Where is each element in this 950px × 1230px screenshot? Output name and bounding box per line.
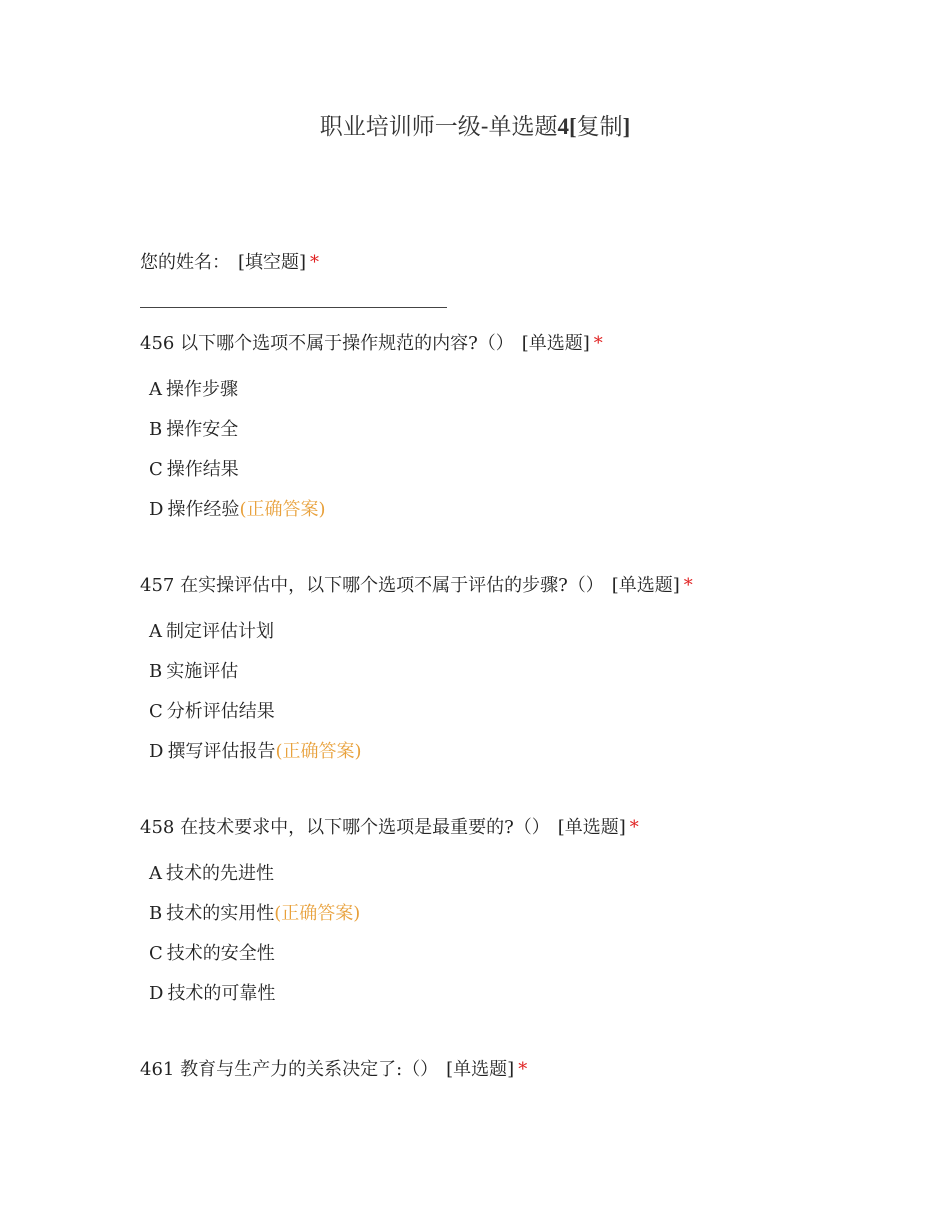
option-text: 技术的实用性: [166, 903, 275, 924]
required-mark: *: [629, 817, 639, 838]
option-letter: B: [149, 903, 163, 924]
option-text: 制定评估计划: [166, 621, 274, 642]
option-letter: C: [149, 943, 163, 964]
option-c[interactable]: [149, 458, 239, 482]
name-input-line[interactable]: [140, 307, 447, 308]
question-text: 458 在技术要求中，以下哪个选项是最重要的?（）: [140, 817, 550, 838]
correct-answer-tag: (正确答案): [239, 499, 326, 520]
option-text: 操作经验: [167, 499, 240, 520]
option-c[interactable]: [149, 942, 275, 966]
option-letter: C: [149, 459, 163, 480]
correct-answer-tag: (正确答案): [275, 741, 362, 762]
required-mark: *: [683, 575, 693, 596]
option-text: 技术的先进性: [166, 863, 274, 884]
option-a[interactable]: [149, 620, 274, 644]
option-letter: A: [149, 621, 162, 642]
question-type: [单选题]: [521, 333, 590, 354]
question-type: [单选题]: [446, 1059, 515, 1080]
name-label-text: 您的姓名：: [140, 252, 230, 273]
question-type: [单选题]: [557, 817, 626, 838]
correct-answer-tag: (正确答案): [274, 903, 361, 924]
title-bracket: ]: [622, 114, 631, 139]
option-text: 技术的可靠性: [167, 983, 276, 1004]
option-b[interactable]: [149, 902, 360, 926]
question-text: 457 在实操评估中，以下哪个选项不属于评估的步骤?（）: [140, 575, 604, 596]
option-text: 实施评估: [166, 661, 239, 682]
option-text: 撰写评估报告: [167, 741, 276, 762]
option-letter: A: [149, 863, 162, 884]
option-a[interactable]: [149, 378, 238, 402]
question-text: 461 教育与生产力的关系决定了:（）: [140, 1059, 439, 1080]
required-mark: *: [310, 252, 320, 273]
page-title: [0, 112, 950, 142]
question-title: [140, 574, 693, 598]
option-a[interactable]: [149, 862, 274, 886]
question-type: [单选题]: [611, 575, 680, 596]
question-title: [140, 816, 639, 840]
title-main: 职业培训师一级-单选题: [319, 114, 558, 140]
option-letter: D: [149, 741, 164, 762]
name-field-label: [140, 251, 319, 275]
option-b[interactable]: [149, 418, 238, 442]
option-letter: D: [149, 499, 164, 520]
option-text: 技术的安全性: [166, 943, 275, 964]
option-text: 操作安全: [166, 419, 239, 440]
question-title: [140, 332, 603, 356]
option-d[interactable]: [149, 740, 361, 764]
option-text: 分析评估结果: [166, 701, 275, 722]
question-text: 456 以下哪个选项不属于操作规范的内容?（）: [140, 333, 514, 354]
option-letter: B: [149, 661, 163, 682]
title-copy: 复制: [576, 114, 623, 140]
question-title: [140, 1058, 527, 1082]
name-field-type: [填空题]: [238, 252, 307, 273]
title-number: 4[: [557, 114, 577, 139]
required-mark: *: [593, 333, 603, 354]
option-d[interactable]: [149, 982, 275, 1006]
option-letter: C: [149, 701, 163, 722]
required-mark: *: [518, 1059, 528, 1080]
option-letter: B: [149, 419, 163, 440]
option-b[interactable]: [149, 660, 238, 684]
option-letter: A: [149, 379, 162, 400]
option-text: 操作结果: [166, 459, 239, 480]
option-letter: D: [149, 983, 164, 1004]
option-c[interactable]: [149, 700, 275, 724]
option-d[interactable]: [149, 498, 325, 522]
option-text: 操作步骤: [166, 379, 238, 400]
